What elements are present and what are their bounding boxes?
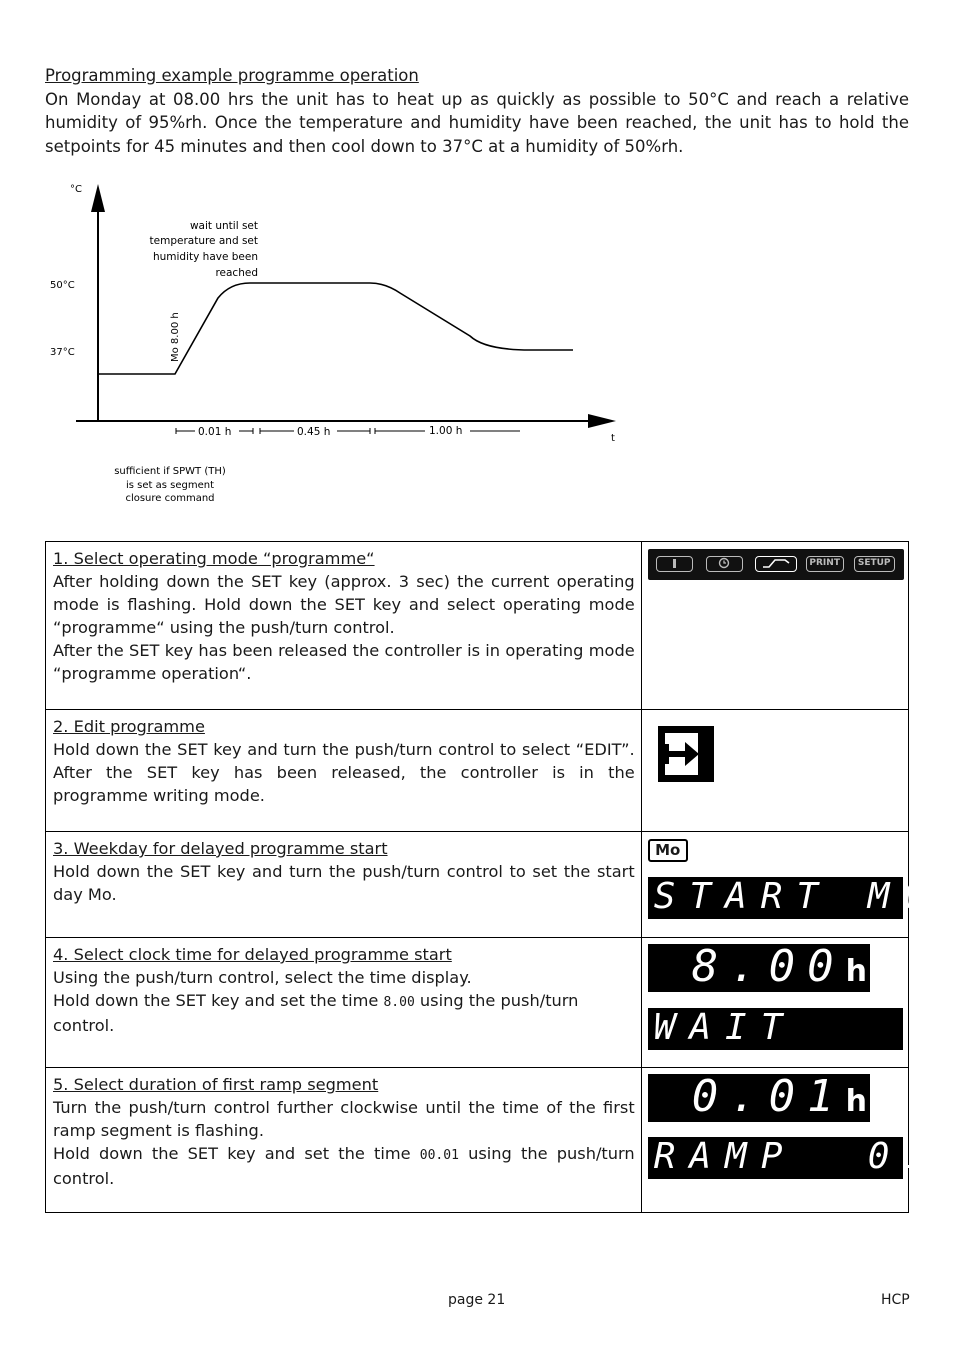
step-text (46, 542, 642, 710)
lcd-wait-display: WAIT (648, 1008, 903, 1050)
y-unit-label: °C (70, 184, 82, 195)
step-title: 4. Select clock time for delayed programme start (53, 945, 452, 964)
step-row (46, 938, 909, 1068)
segment-label-3: 1.00 h (429, 425, 463, 437)
segment-label-2: 0.45 h (297, 426, 331, 438)
edit-enter-icon (658, 726, 714, 782)
x-axis-arrow (588, 414, 616, 428)
step-row (46, 710, 909, 832)
step-display (641, 542, 908, 710)
segment-label-1: 0.01 h (198, 426, 232, 438)
wait-note-line-4: reached (215, 267, 258, 279)
manual-mode-icon (656, 556, 693, 572)
step-text (46, 938, 642, 1068)
closure-note (114, 466, 226, 504)
step-paragraph: Hold down the SET key and set the time 8.00 using the push/turn control. (53, 991, 579, 1035)
y-label-37: 37°C (50, 347, 75, 358)
wait-note (150, 220, 258, 279)
step-paragraph: After holding down the SET key (approx. 3 sec) the current operating mode is flashing. Hold down the SET key and select operating mode “programme“ using the push/turn control. (53, 572, 635, 637)
wait-note-line-1: wait until set (189, 220, 258, 232)
step-row (46, 832, 909, 938)
step-title: 3. Weekday for delayed programme start (53, 839, 388, 858)
lcd-ramp-time-display: 0.01h (648, 1074, 870, 1122)
wait-note-line-3: humidity have been (152, 251, 258, 263)
lcd-start-display: START MO (648, 877, 903, 919)
step-paragraph: Hold down the SET key and turn the push/turn control to set the start day Mo. (53, 862, 635, 904)
closure-note-line-3: closure command (125, 493, 215, 504)
y-axis-arrow (91, 184, 105, 212)
step-paragraph: Turn the push/turn control further clockwise until the time of the first ramp segment is flashing. (53, 1098, 635, 1140)
step-paragraph: Hold down the SET key and turn the push/turn control to select “EDIT”. After the SET key has been released, the controller is in the programme writing mode. (53, 740, 635, 805)
page-number: page 21 (448, 1292, 506, 1308)
step-text (46, 710, 642, 832)
clock-mode-icon (706, 556, 743, 572)
y-label-50: 50°C (50, 280, 75, 291)
hours-unit: h (845, 1084, 868, 1119)
step-row (46, 1068, 909, 1213)
step-text (46, 832, 642, 938)
hours-unit: h (845, 954, 868, 989)
inline-lcd-value: 00.01 (419, 1148, 459, 1163)
section-heading: Programming example programme operation (45, 66, 419, 85)
inline-lcd-value: 8.00 (383, 995, 415, 1010)
operating-mode-bar (648, 549, 904, 580)
print-button: PRINT (806, 556, 844, 572)
step-paragraph: Using the push/turn control, select the time display. (53, 968, 472, 987)
step-display (641, 832, 940, 938)
program-mode-icon (755, 556, 797, 572)
closure-note-line-2: is set as segment (125, 480, 215, 491)
steps-table (45, 541, 940, 1213)
step-display (641, 938, 908, 1068)
step-display (641, 710, 908, 832)
lcd-ramp-display: RAMP 01 (648, 1137, 903, 1179)
step-paragraph: Hold down the SET key and set the time 00.01 using the push/turn control. (53, 1144, 635, 1188)
step-paragraph: After the SET key has been released the controller is in operating mode “programme operation“. (53, 641, 635, 683)
document-code: HCP (881, 1292, 910, 1308)
step-title: 2. Edit programme (53, 717, 205, 736)
x-unit-label: t (611, 433, 615, 444)
step-display (641, 1068, 940, 1213)
start-label: Mo 8.00 h (170, 312, 181, 362)
weekday-badge: Mo (648, 839, 688, 862)
lcd-time-display: 8.00h (648, 944, 870, 992)
intro-section (45, 64, 909, 158)
step-text (46, 1068, 642, 1213)
temperature-program-diagram (40, 178, 640, 518)
closure-note-line-1: sufficient if SPWT (TH) (114, 466, 226, 477)
step-title: 5. Select duration of first ramp segment (53, 1075, 379, 1094)
intro-paragraph: On Monday at 08.00 hrs the unit has to heat up as quickly as possible to 50°C and reach a relative humidity of 95%rh. Once the temperature and humidity have been reached, the unit has to hold the setpoints for 45 minutes and then cool down to 37°C at a humidity of 50%rh. (45, 89, 909, 156)
step-title: 1. Select operating mode “programme“ (53, 549, 375, 568)
wait-note-line-2: temperature and set (149, 235, 258, 247)
step-row (46, 542, 909, 710)
setup-button: SETUP (854, 556, 895, 572)
